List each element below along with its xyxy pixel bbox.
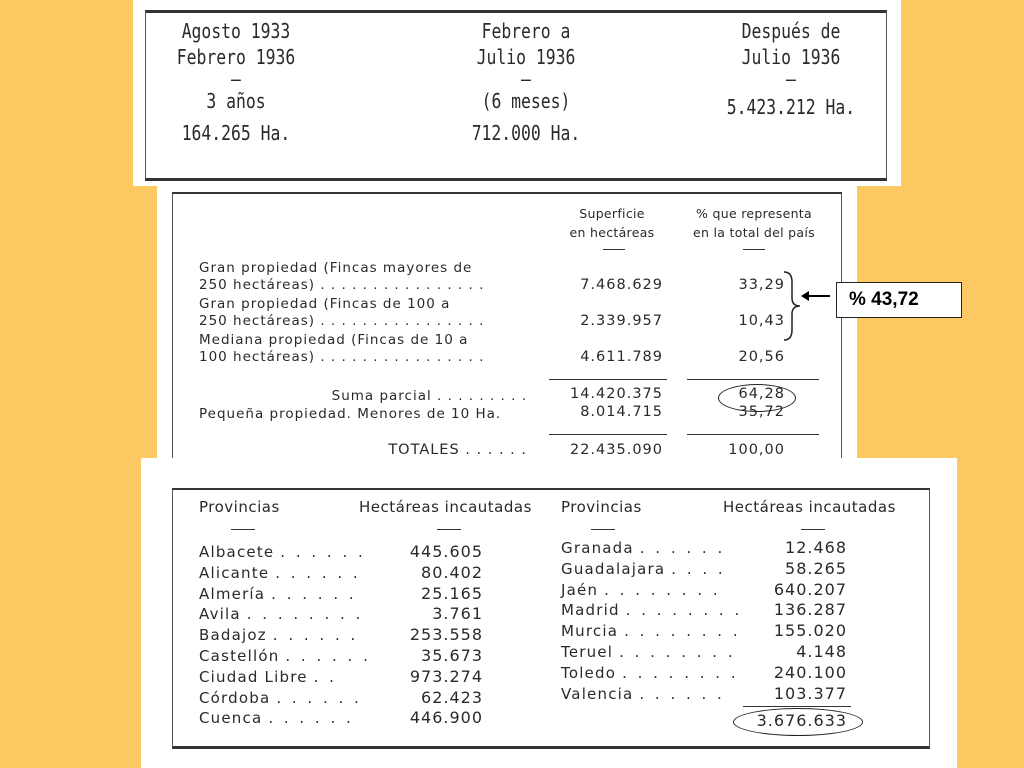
grand-total-rule (743, 706, 851, 707)
row-gran-2-label (199, 296, 533, 330)
period-2-duration: (6 meses) (481, 89, 571, 113)
period-1-line1: Agosto 1933 (181, 19, 291, 43)
hectares-value: 253.558 (409, 625, 483, 645)
provinces-header-left-dash (231, 529, 255, 530)
hectares-value: 35.673 (421, 645, 483, 665)
surface-header-dash (603, 249, 625, 250)
province-row (561, 538, 742, 559)
hectares-value: 973.274 (409, 666, 483, 686)
leader-dots: . . . . . . (639, 539, 726, 557)
row-gran-1-label-line1: Gran propiedad (Fincas mayores de (199, 260, 473, 276)
period-column-3 (717, 18, 865, 120)
callout-percentage: % 43,72 (836, 282, 962, 318)
period-2-line2: Julio 1936 (476, 45, 576, 69)
leader-dots: . . . . . . (272, 626, 359, 645)
row-gran-2-label-line2: 250 hectáreas) . . . . . . . . . . . . . . . . (199, 313, 485, 329)
total-rule-surface (549, 434, 667, 435)
hectares-value: 640.207 (773, 579, 847, 599)
totales-percent: 100,00 (728, 442, 785, 458)
period-2-dash: — (521, 67, 531, 91)
leader-dots: . . (313, 667, 337, 686)
province-name: Córdoba (199, 688, 271, 707)
leader-dots: . . . . . . (285, 646, 371, 665)
province-name: Granada (561, 539, 634, 557)
period-column-2 (465, 18, 588, 146)
totales-surface: 22.435.090 (569, 442, 663, 458)
province-name: Castellón (199, 646, 280, 665)
row-mediana-label (199, 332, 533, 366)
province-row (199, 708, 371, 729)
arrow-left-icon (800, 290, 832, 302)
row-gran-2-percent: 10,43 (738, 313, 785, 329)
province-row (199, 563, 371, 584)
suma-parcial-percent: 64,28 (738, 386, 785, 402)
leader-dots: . . . . . . (280, 543, 366, 561)
period-2-line1: Febrero a (481, 19, 571, 43)
period-1-amount: 164.265 Ha. (181, 121, 291, 145)
leader-dots: . . . . (671, 559, 726, 578)
row-gran-1-surface: 7.468.629 (580, 277, 663, 293)
highlight-oval-subtotal (718, 384, 796, 412)
hectares-value: 136.287 (773, 600, 847, 620)
row-mediana-label-line2: 100 hectáreas) . . . . . . . . . . . . . . . . (199, 349, 485, 365)
percent-header (679, 204, 829, 242)
hectares-value: 58.265 (785, 558, 847, 578)
hectares-value: 103.377 (773, 683, 847, 703)
province-row (561, 559, 742, 580)
row-mediana-label-line1: Mediana propiedad (Fincas de 10 a (199, 332, 469, 348)
hectares-value: 62.423 (421, 687, 483, 707)
province-name: Teruel (561, 642, 614, 661)
province-row (199, 604, 371, 625)
grand-total-hectares: 3.676.633 (756, 711, 847, 730)
surface-header-line1: Superficie (579, 206, 645, 221)
leader-dots: . . . . . . . . (624, 622, 741, 641)
province-row (199, 542, 371, 563)
period-1-dash: — (231, 67, 241, 91)
period-3-amount: 5.423.212 Ha. (726, 95, 856, 119)
percent-header-line2: en la total del país (693, 225, 815, 240)
leader-dots: . . . . . . . . (625, 601, 743, 620)
hectares-value: 4.148 (796, 641, 847, 661)
province-name: Alicante (199, 563, 270, 582)
total-rule-percent (687, 434, 819, 435)
province-list-left (199, 542, 371, 729)
province-name: Guadalajara (561, 559, 666, 578)
period-3-line1: Después de (741, 19, 841, 43)
surface-header-line2: en hectáreas (569, 225, 655, 240)
subtotal-rule-surface (549, 379, 667, 380)
hectares-value: 80.402 (421, 562, 483, 582)
pequena-propiedad-label: Pequeña propiedad. Menores de 10 Ha. (199, 406, 502, 422)
leader-dots: . . . . . . (271, 584, 357, 603)
province-row (199, 625, 371, 646)
leader-dots: . . . . . . . . (622, 663, 739, 682)
leader-dots: . . . . . . (639, 684, 725, 703)
leader-dots: . . . . . . (268, 709, 354, 728)
summary-periods-panel (133, 0, 901, 186)
surface-header (557, 204, 667, 242)
leader-dots: . . . . . . (276, 688, 362, 707)
period-1-line2: Febrero 1936 (176, 45, 296, 69)
highlight-oval-total (733, 708, 863, 736)
hectares-value: 25.165 (421, 583, 483, 603)
period-1-duration: 3 años (206, 89, 266, 113)
hectares-header-right-dash (801, 529, 825, 530)
province-name: Badajoz (199, 626, 267, 645)
province-name: Almería (199, 584, 266, 603)
pequena-propiedad-percent: 35,72 (738, 404, 785, 420)
province-row (561, 600, 742, 621)
hectares-value: 12.468 (785, 538, 847, 557)
hectares-value: 445.605 (409, 542, 483, 561)
province-row (199, 688, 371, 709)
row-gran-1-percent: 33,29 (738, 277, 785, 293)
hectares-header-left-dash (437, 529, 461, 530)
percent-header-dash (743, 249, 765, 250)
province-row (199, 646, 371, 667)
property-distribution-panel (157, 186, 857, 458)
province-list-right (561, 538, 742, 704)
brace-icon (782, 270, 806, 342)
province-name: Madrid (561, 601, 620, 620)
province-name: Ciudad Libre (199, 667, 308, 686)
period-3-dash: — (786, 67, 796, 91)
hectares-value: 240.100 (773, 662, 847, 682)
suma-parcial-surface: 14.420.375 (569, 386, 663, 402)
hectares-value: 3.761 (432, 604, 483, 624)
provinces-header-right: Provincias (561, 498, 642, 516)
totales-label: TOTALES . . . . . . (388, 442, 527, 458)
row-gran-2-surface: 2.339.957 (580, 313, 663, 329)
province-name: Murcia (561, 622, 619, 641)
leader-dots: . . . . . . (275, 563, 361, 582)
subtotal-rule-percent (687, 379, 819, 380)
period-3-line2: Julio 1936 (741, 45, 841, 69)
provinces-header-left: Provincias (199, 498, 280, 516)
row-gran-2-label-line1: Gran propiedad (Fincas de 100 a (199, 296, 451, 312)
hectares-header-left: Hectáreas incautadas (359, 498, 532, 516)
period-2-amount: 712.000 Ha. (471, 121, 581, 145)
row-gran-1-label-line2: 250 hectáreas) . . . . . . . . . . . . . . . . (199, 277, 485, 293)
row-mediana-surface: 4.611.789 (580, 349, 663, 365)
province-row (561, 684, 742, 705)
leader-dots: . . . . . . . . (604, 580, 721, 599)
province-name: Valencia (561, 684, 634, 703)
leader-dots: . . . . . . . . (619, 642, 736, 661)
percent-header-line1: % que representa (696, 206, 812, 221)
province-row (199, 667, 371, 688)
row-gran-1-label (199, 260, 533, 294)
province-name: Toledo (561, 663, 617, 682)
leader-dots: . . . . . . . . (246, 605, 364, 624)
row-mediana-percent: 20,56 (738, 349, 785, 365)
province-row (199, 584, 371, 605)
province-row (561, 621, 742, 642)
hectares-value: 446.900 (409, 708, 483, 728)
province-name: Albacete (199, 543, 275, 561)
hectares-list-right (743, 538, 847, 704)
period-column-1 (175, 18, 298, 146)
province-name: Cuenca (199, 709, 263, 728)
province-name: Avila (199, 605, 241, 624)
suma-parcial-label: Suma parcial . . . . . . . . . (331, 388, 527, 404)
hectares-value: 155.020 (773, 621, 847, 641)
pequena-propiedad-surface: 8.014.715 (580, 404, 663, 420)
province-name: Jaén (561, 580, 599, 599)
province-row (561, 642, 742, 663)
provinces-header-right-dash (591, 529, 615, 530)
province-row (561, 580, 742, 601)
hectares-header-right: Hectáreas incautadas (723, 498, 896, 516)
province-row (561, 663, 742, 684)
hectares-list-left (381, 542, 483, 729)
